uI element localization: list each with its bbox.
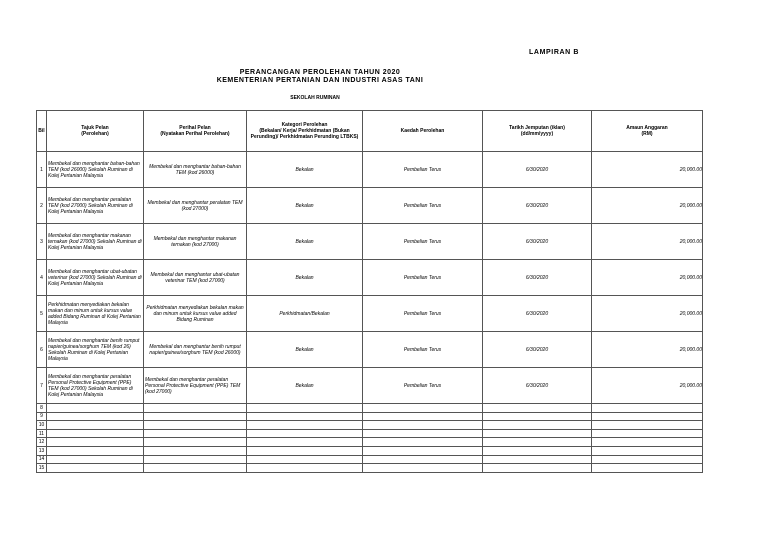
cell-kategori: Bekalan <box>247 224 363 260</box>
cell-bil: 9 <box>37 412 47 421</box>
cell-empty <box>483 429 592 438</box>
cell-empty <box>483 421 592 430</box>
table-row <box>37 224 703 260</box>
header-tajuk-text: Tajuk Pelan (Perolehan) <box>81 125 109 137</box>
header-kategori-text: Kategori Perolehan (Bekalan/ Kerja/ Perkhidmatan (Bukan Perunding)/ Perkhidmatan Perunding LTBKS) <box>250 122 359 140</box>
cell-amaun: 20,000.00 <box>592 224 703 260</box>
cell-tarikh: 6/30/2020 <box>483 332 592 368</box>
cell-kaedah: Pembelian Terus <box>363 368 483 404</box>
cell-bil: 1 <box>37 152 47 188</box>
cell-bil: 11 <box>37 429 47 438</box>
cell-perihal: Membekal dan menghantar peralatan TEM (kod 27000) <box>144 188 247 224</box>
cell-bil: 2 <box>37 188 47 224</box>
cell-empty <box>47 464 144 473</box>
cell-empty <box>483 404 592 413</box>
cell-empty <box>247 438 363 447</box>
cell-empty <box>144 455 247 464</box>
cell-kaedah: Pembelian Terus <box>363 152 483 188</box>
cell-empty <box>144 464 247 473</box>
header-kategori <box>247 111 363 152</box>
table-row <box>37 296 703 332</box>
header-amaun-text: Amaun Anggaran (RM) <box>626 125 668 137</box>
cell-empty <box>592 429 703 438</box>
cell-empty <box>47 446 144 455</box>
cell-tajuk: Perkhidmatan menyediakan bekalan makan dan minum untuk kursus value added Bidang Ruminan di Kolej Pertanian Malaysia <box>47 296 144 332</box>
cell-empty <box>363 446 483 455</box>
cell-kategori: Bekalan <box>247 152 363 188</box>
cell-perihal: Membekal dan menghantar benih rumput napier/guinea/sorghum TEM (kod 26000) <box>144 332 247 368</box>
header-perihal-text: Perihal Pelan (Nyatakan Perihal Perolehan) <box>160 125 230 137</box>
cell-empty <box>47 438 144 447</box>
cell-empty <box>144 429 247 438</box>
cell-perihal: Membekal dan menghantar peralatan Personal Protective Equipment (PPE) TEM (kod 27000) <box>144 368 247 404</box>
table-row <box>37 332 703 368</box>
cell-tajuk: Membekal dan menghantar peralatan TEM (kod 27000) Sekolah Ruminan di Kolej Pertanian Malaysia <box>47 188 144 224</box>
cell-kategori: Bekalan <box>247 332 363 368</box>
cell-kategori: Bekalan <box>247 188 363 224</box>
cell-empty <box>592 464 703 473</box>
cell-empty <box>47 412 144 421</box>
cell-amaun: 20,000.00 <box>592 260 703 296</box>
cell-empty <box>483 446 592 455</box>
cell-bil: 3 <box>37 224 47 260</box>
cell-empty <box>144 421 247 430</box>
header-kaedah: Kaedah Perolehan <box>363 111 483 152</box>
cell-bil: 4 <box>37 260 47 296</box>
appendix-label: LAMPIRAN B <box>529 49 579 56</box>
table-row <box>37 421 703 430</box>
cell-empty <box>247 412 363 421</box>
cell-empty <box>47 429 144 438</box>
cell-kategori: Bekalan <box>247 368 363 404</box>
cell-empty <box>483 438 592 447</box>
header-tarikh <box>483 111 592 152</box>
table-row <box>37 188 703 224</box>
cell-amaun: 20,000.00 <box>592 332 703 368</box>
cell-tarikh: 6/30/2020 <box>483 368 592 404</box>
cell-empty <box>592 404 703 413</box>
cell-empty <box>592 438 703 447</box>
cell-kaedah: Pembelian Terus <box>363 188 483 224</box>
header-bil: Bil <box>37 111 47 152</box>
department-name: SEKOLAH RUMINAN <box>290 95 340 101</box>
cell-empty <box>47 421 144 430</box>
header-perihal <box>144 111 247 152</box>
cell-empty <box>592 412 703 421</box>
table-row <box>37 412 703 421</box>
table-row <box>37 368 703 404</box>
cell-empty <box>247 429 363 438</box>
cell-kategori: Bekalan <box>247 260 363 296</box>
cell-amaun: 20,000.00 <box>592 152 703 188</box>
cell-bil: 10 <box>37 421 47 430</box>
cell-bil: 8 <box>37 404 47 413</box>
cell-perihal: Membekal dan menghantar ubat-ubatan veterinar TEM (kod 27000) <box>144 260 247 296</box>
cell-kaedah: Pembelian Terus <box>363 260 483 296</box>
cell-bil: 15 <box>37 464 47 473</box>
cell-empty <box>363 412 483 421</box>
table-row <box>37 260 703 296</box>
table-row <box>37 438 703 447</box>
cell-tajuk: Membekal dan menghantar bahan-bahan TEM (kod 26000) Sekolah Ruminan di Kolej Pertanian Malaysia <box>47 152 144 188</box>
cell-amaun: 20,000.00 <box>592 368 703 404</box>
cell-bil: 5 <box>37 296 47 332</box>
cell-empty <box>363 421 483 430</box>
table-row <box>37 464 703 473</box>
cell-empty <box>363 438 483 447</box>
cell-amaun: 20,000.00 <box>592 296 703 332</box>
cell-empty <box>483 412 592 421</box>
cell-empty <box>144 446 247 455</box>
cell-kaedah: Pembelian Terus <box>363 296 483 332</box>
header-tajuk <box>47 111 144 152</box>
header-tarikh-text: Tarikh Jemputan (iklan) (dd/mm/yyyy) <box>509 125 565 137</box>
cell-perihal: Membekal dan menghantar bahan-bahan TEM (kod 26000) <box>144 152 247 188</box>
table-row <box>37 429 703 438</box>
cell-empty <box>363 404 483 413</box>
table-row <box>37 404 703 413</box>
table-header-row <box>37 111 703 152</box>
cell-empty <box>483 464 592 473</box>
header-amaun <box>592 111 703 152</box>
cell-empty <box>363 464 483 473</box>
cell-tarikh: 6/30/2020 <box>483 296 592 332</box>
document-title: PERANCANGAN PEROLEHAN TAHUN 2020 <box>239 69 401 76</box>
cell-empty <box>144 438 247 447</box>
cell-tajuk: Membekal dan menghantar peralatan Personal Protective Equipment (PPE) TEM (kod 27000) Sekolah Ruminan di Kolej Pertanian Malaysia <box>47 368 144 404</box>
procurement-table <box>36 110 703 473</box>
table-row <box>37 152 703 188</box>
cell-tajuk: Membekal dan menghantar makanan ternakan (kod 27000) Sekolah Ruminan di Kolej Pertanian Malaysia <box>47 224 144 260</box>
cell-bil: 12 <box>37 438 47 447</box>
cell-empty <box>363 429 483 438</box>
cell-tarikh: 6/30/2020 <box>483 152 592 188</box>
cell-empty <box>247 464 363 473</box>
cell-kategori: Perkhidmatan/Bekalan <box>247 296 363 332</box>
cell-bil: 13 <box>37 446 47 455</box>
cell-tarikh: 6/30/2020 <box>483 188 592 224</box>
ministry-name: KEMENTERIAN PERTANIAN DAN INDUSTRI ASAS TANI <box>216 77 424 84</box>
cell-empty <box>247 421 363 430</box>
cell-empty <box>144 412 247 421</box>
cell-tarikh: 6/30/2020 <box>483 224 592 260</box>
cell-empty <box>592 421 703 430</box>
cell-kaedah: Pembelian Terus <box>363 224 483 260</box>
cell-tajuk: Membekal dan menghantar ubat-ubatan veterinar (kod 27000) Sekolah Ruminan di Kolej Pertanian Malaysia <box>47 260 144 296</box>
cell-empty <box>592 455 703 464</box>
cell-empty <box>247 455 363 464</box>
cell-amaun: 20,000.00 <box>592 188 703 224</box>
cell-empty <box>144 404 247 413</box>
cell-bil: 14 <box>37 455 47 464</box>
cell-tarikh: 6/30/2020 <box>483 260 592 296</box>
table-row <box>37 455 703 464</box>
cell-perihal: Membekal dan menghantar makanan ternakan (kod 27000) <box>144 224 247 260</box>
cell-perihal: Perkhidmatan menyediakan bekalan makan dan minum untuk kursus value added Bidang Ruminan <box>144 296 247 332</box>
cell-kaedah: Pembelian Terus <box>363 332 483 368</box>
cell-empty <box>47 404 144 413</box>
cell-tajuk: Membekal dan menghantar benih rumput napier/guinea/sorghum TEM (kod 26) Sekolah Ruminan di Kolej Pertanian Malaysia <box>47 332 144 368</box>
cell-empty <box>47 455 144 464</box>
cell-empty <box>363 455 483 464</box>
cell-bil: 7 <box>37 368 47 404</box>
table-row <box>37 446 703 455</box>
cell-bil: 6 <box>37 332 47 368</box>
cell-empty <box>247 404 363 413</box>
cell-empty <box>592 446 703 455</box>
cell-empty <box>483 455 592 464</box>
cell-empty <box>247 446 363 455</box>
